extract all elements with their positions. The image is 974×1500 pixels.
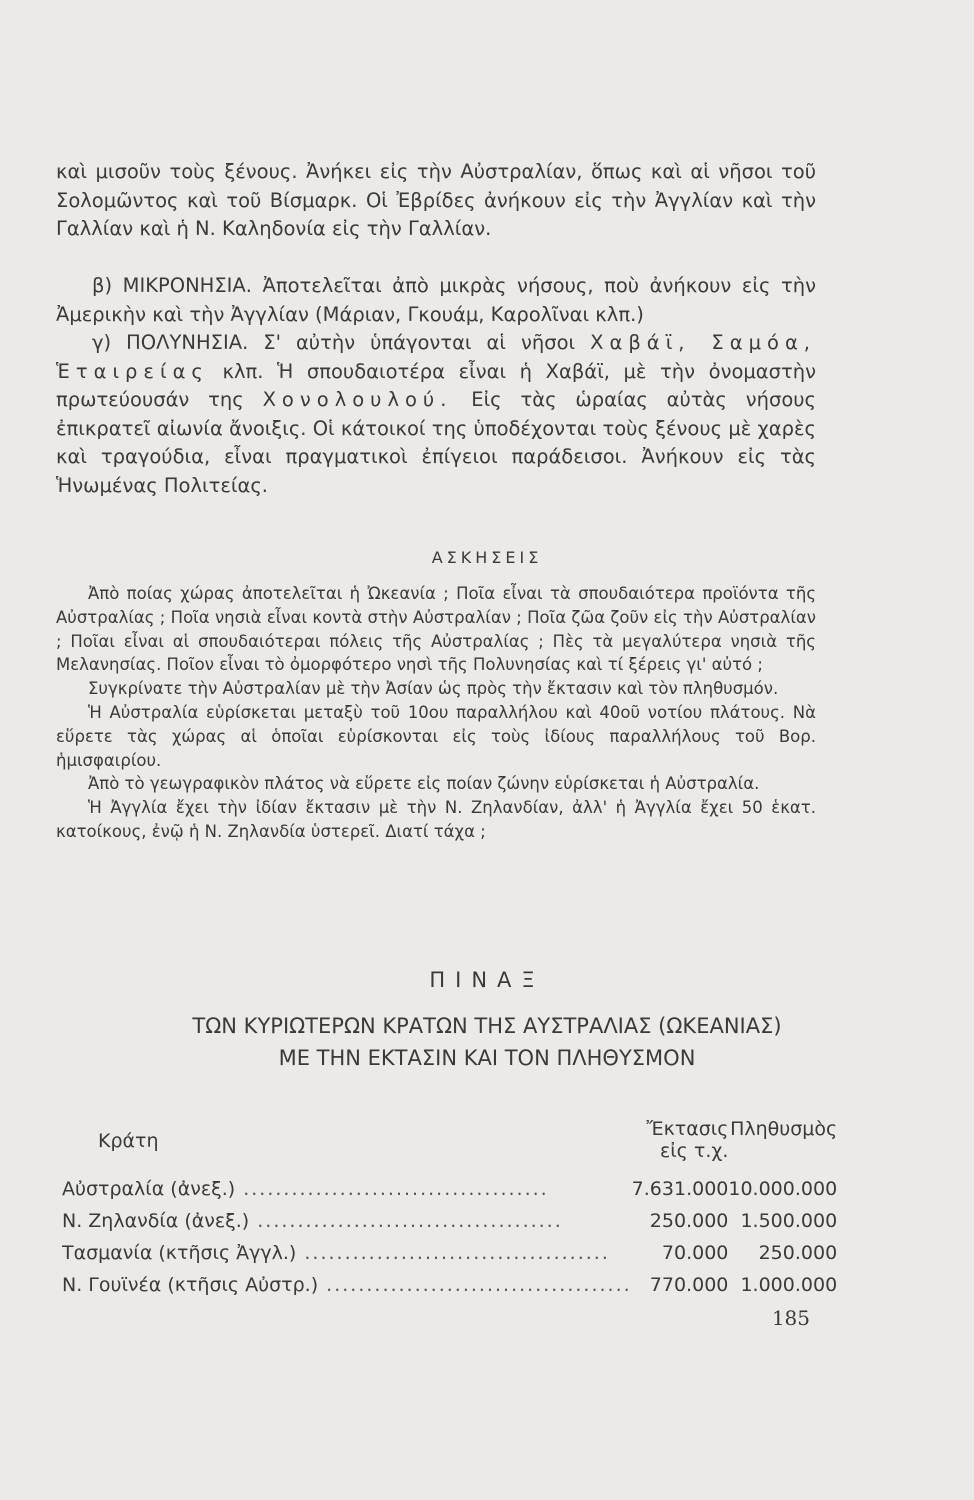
- table-subtitle-2: ΜΕ ΤΗΝ ΕΚΤΑΣΙΝ ΚΑΙ ΤΟΝ ΠΛΗΘΥΣΜΟΝ: [278, 1046, 696, 1070]
- polynesia-intro: γ) ΠΟΛΥΝΗΣΙΑ. Σ' αὐτὴν ὑπάγονται αἱ νῆσοι: [92, 331, 591, 354]
- table-subtitle-1: ΤΩΝ ΚΥΡΙΩΤΕΡΩΝ ΚΡΑΤΩΝ ΤΗΣ ΑΥΣΤΡΑΛΙΑΣ (ΩΚΕΑΝΙΑΣ): [192, 1014, 782, 1038]
- population-value: 250.000: [758, 1242, 838, 1264]
- state-name: Αὐστραλία (ἀνεξ.): [62, 1178, 236, 1200]
- polynesia-hawaii: κλπ. Ἡ σπουδαιοτέρα εἶναι ἡ Χαβάϊ, μὲ τὴν ὀνομαστὴν πρωτεύουσάν της: [56, 359, 816, 412]
- header-population: Πληθυσμὸς: [730, 1118, 838, 1140]
- table-row: Ν. Γουϊνέα (κτῆσις Αὐστρ.) ...................................... 770.000 1.000.000: [62, 1264, 837, 1296]
- population-value: 1.000.000: [740, 1274, 838, 1296]
- table-row: Αὐστραλία (ἀνεξ.) ...................................... 7.631.000 10.000.000: [62, 1168, 837, 1200]
- area-value: 770.000: [649, 1274, 729, 1296]
- exercise-1: Ἀπὸ ποίας χώρας ἀποτελεῖται ἡ Ὠκεανία ; Ποῖα εἶναι τὰ σπουδαιότερα προϊόντα τῆς Αὐστραλίας ; Ποῖα νησιὰ εἶναι κοντὰ στὴν Αὐστραλίαν ; Ποῖα ζῶα ζοῦν εἰς τὴν Αὐστραλίαν ; Ποῖαι εἶναι αἱ σπουδαιότεραι πόλεις τῆς Αὐστραλίας ; Πὲς τὰ μεγαλύτερα νησιὰ τῆς Μελανησίας. Ποῖον εἶναι τὸ ὀμορφότερο νησὶ τῆς Πολυνησίας καὶ τί ξέρεις γι' αὐτό ;: [56, 584, 816, 675]
- polynesia-islands-spaced: Χαβάϊ, Σαμόα, Ἑταιρείας: [56, 331, 816, 383]
- exercise-4: Ἀπὸ τὸ γεωγραφικὸν πλάτος νὰ εὕρετε εἰς ποίαν ζώνην εὑρίσκεται ἡ Αὐστραλία.: [88, 774, 760, 794]
- area-value: 70.000: [661, 1242, 729, 1264]
- exercises-heading: ΑΣΚΗΣΕΙΣ: [431, 548, 543, 567]
- population-value: 1.500.000: [740, 1210, 838, 1232]
- exercise-5: Ἡ Ἀγγλία ἔχει τὴν ἰδίαν ἔκτασιν μὲ τὴν Ν. Ζηλανδίαν, ἀλλ' ἡ Ἀγγλία ἔχει 50 ἑκατ. κατοίκους, ἐνῷ ἡ Ν. Ζηλανδία ὑστερεῖ. Διατί τάχα ;: [56, 798, 816, 841]
- table-row: Τασμανία (κτῆσις Ἀγγλ.) ...................................... 70.000 250.000: [62, 1232, 837, 1264]
- table-header-row: [62, 1118, 837, 1168]
- state-name: Ν. Γουϊνέα (κτῆσις Αὐστρ.): [62, 1274, 319, 1296]
- exercise-2: Συγκρίνατε τὴν Αὐστραλίαν μὲ τὴν Ἀσίαν ὡς πρὸς τὴν ἔκτασιν καὶ τὸν πληθυσμόν.: [88, 679, 779, 699]
- state-name: Ν. Ζηλανδία (ἀνεξ.): [62, 1210, 250, 1232]
- table-title: ΠΙΝΑΞ: [429, 968, 545, 992]
- table-row: Ν. Ζηλανδία (ἀνεξ.) ...................................... 250.000 1.500.000: [62, 1200, 837, 1232]
- paragraph-polynesia: [56, 329, 816, 501]
- page-number: 185: [771, 1306, 810, 1330]
- area-value: 7.631.000: [631, 1178, 729, 1200]
- area-value: 250.000: [649, 1210, 729, 1232]
- states-table: [62, 1118, 837, 1296]
- header-area: Ἔκτασις εἰς τ.χ.: [646, 1118, 729, 1162]
- honolulu-spaced: Χονολουλού.: [262, 388, 453, 412]
- exercise-3: Ἡ Αὐστραλία εὑρίσκεται μεταξὺ τοῦ 10ου παραλλήλου καὶ 40οῦ νοτίου πλάτους. Νὰ εὕρετε τὰς χώρας αἱ ὁποῖαι εὑρίσκονται εἰς τοὺς ἰδίους παραλλήλους τοῦ Βορ. ἡμισφαιρίου.: [56, 702, 816, 770]
- state-name: Τασμανία (κτῆσις Ἀγγλ.): [62, 1242, 297, 1264]
- exercises-list: [56, 582, 816, 844]
- paragraph-micronesia: β) ΜΙΚΡΟΝΗΣΙΑ. Ἀποτελεῖται ἀπὸ μικρὰς νήσους, ποὺ ἀνήκουν εἰς τὴν Ἀμερικὴν καὶ τὴν Ἀγγλίαν (Μάριαν, Γκουάμ, Καρολῖναι κλπ.): [56, 274, 816, 326]
- population-value: 10.000.000: [728, 1178, 838, 1200]
- header-states: Κράτη: [98, 1130, 159, 1152]
- polynesia-rest: Εἰς τὰς ὡραίας αὐτὰς νήσους ἐπικρατεῖ αἰωνία ἄνοιξις. Οἱ κάτοικοί της ὑποδέχονται τοὺς ξένους μὲ χαρὲς καὶ τραγούδια, εἶναι πραγματικοὶ ἐπίγειοι παράδεισοι. Ἀνήκουν εἰς τὰς Ἡνωμένας Πολιτείας.: [56, 388, 816, 497]
- paragraph-melanesia-end: καὶ μισοῦν τοὺς ξένους. Ἀνήκει εἰς τὴν Αὐστραλίαν, ὅπως καὶ αἱ νῆσοι τοῦ Σολομῶντος καὶ τοῦ Βίσμαρκ. Οἱ Ἐβρίδες ἀνήκουν εἰς τὴν Ἀγγλίαν καὶ τὴν Γαλλίαν καὶ ἡ Ν. Καληδονία εἰς τὴν Γαλλίαν.: [56, 160, 816, 241]
